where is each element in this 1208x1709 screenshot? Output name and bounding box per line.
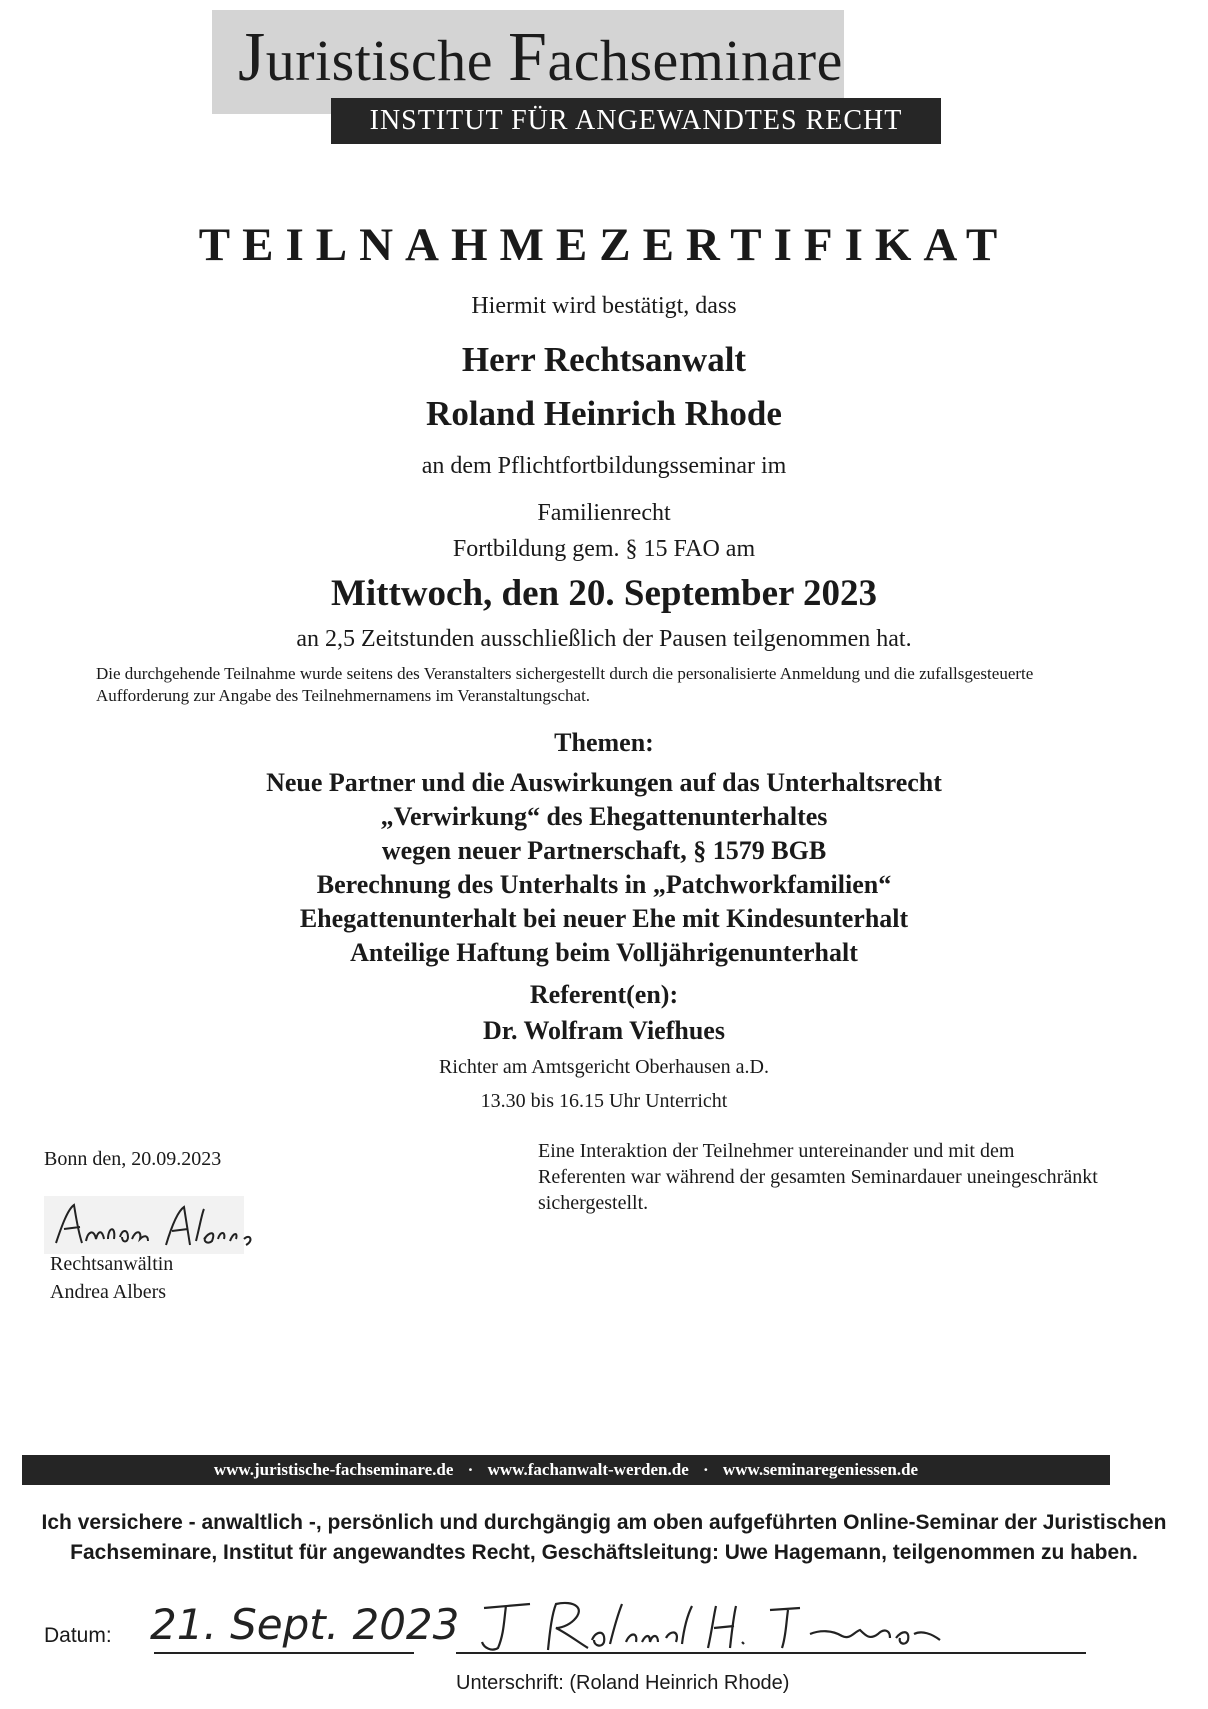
speaker-heading: Referent(en): (529, 980, 679, 1009)
speaker-name: Dr. Wolfram Viefhues (483, 1016, 725, 1045)
seminar-duration: an 2,5 Zeitstunden ausschließlich der Pausen teilgenommen hat. (296, 626, 912, 652)
issuer-name: Andrea Albers (50, 1281, 167, 1303)
participant-name: Roland Heinrich Rhode (426, 394, 782, 433)
date-label: Datum: (44, 1624, 112, 1647)
seminar-field: Familienrecht (537, 500, 671, 526)
link-separator: · (703, 1460, 709, 1479)
footer-link[interactable]: www.fachanwalt-werden.de (487, 1460, 689, 1479)
footer-link[interactable]: www.juristische-fachseminare.de (213, 1460, 454, 1479)
participant-statement: Ich versichere - anwaltlich -, persönlich und durchgängig am oben aufgeführten Online-Seminar der Juristischen Fachseminare, Institut für angewandtes Recht, Geschäftsleitung: Uwe Hagemann, teilgenommen zu haben. (41, 1511, 1167, 1564)
certificate-intro: Hiermit wird bestätigt, dass (471, 293, 737, 319)
handwritten-date: 21. Sept. 2023 (150, 1600, 460, 1649)
topic-item: Berechnung des Unterhalts in „Patchworkfamilien“ (316, 870, 892, 899)
seminar-date: Mittwoch, den 20. September 2023 (330, 573, 878, 614)
signature-line (456, 1652, 1086, 1654)
attendance-note: Die durchgehende Teilnahme wurde seitens des Veranstalters sichergestellt durch die personalisierte Anmeldung und die zufallsgesteuerte Aufforderung zur Angabe des Teilnehmernamens im Veranstaltungschat. (96, 664, 1034, 705)
interaction-note: Eine Interaktion der Teilnehmer untereinander und mit dem Referenten war während der gesamten Seminardauer uneingeschränkt sichergestellt. (538, 1140, 1098, 1214)
topic-item: „Verwirkung“ des Ehegattenunterhaltes (380, 802, 828, 831)
date-line (154, 1652, 414, 1654)
issuer-title: Rechtsanwältin (50, 1253, 174, 1275)
issuer-signature (48, 1195, 288, 1255)
participant-signature (470, 1590, 950, 1658)
logo-title: Juristische Fachseminare (238, 19, 843, 96)
salutation: Herr Rechtsanwalt (461, 340, 747, 379)
topic-item: Ehegattenunterhalt bei neuer Ehe mit Kindesunterhalt (299, 904, 909, 933)
topic-item: Neue Partner und die Auswirkungen auf das Unterhaltsrecht (266, 768, 942, 797)
footer-links-bar (22, 1455, 1110, 1485)
topic-item: wegen neuer Partnerschaft, § 1579 BGB (381, 836, 827, 865)
certificate-title: TEILNAHMEZERTIFIKAT (198, 219, 1010, 271)
topic-item: Anteilige Haftung beim Volljährigenunterhalt (350, 938, 858, 967)
seminar-intro: an dem Pflichtfortbildungsseminar im (421, 453, 787, 479)
speaker-role: Richter am Amtsgericht Oberhausen a.D. (439, 1056, 769, 1078)
issue-place-date: Bonn den, 20.09.2023 (44, 1148, 222, 1170)
footer-link[interactable]: www.seminaregeniessen.de (722, 1460, 919, 1479)
topics-heading: Themen: (554, 728, 654, 757)
link-separator: · (467, 1460, 474, 1479)
institute-banner: INSTITUT FÜR ANGEWANDTES RECHT (331, 98, 941, 144)
legal-basis: Fortbildung gem. § 15 FAO am (452, 536, 756, 562)
session-time: 13.30 bis 16.15 Uhr Unterricht (480, 1090, 728, 1112)
signature-label: Unterschrift: (Roland Heinrich Rhode) (456, 1672, 790, 1694)
